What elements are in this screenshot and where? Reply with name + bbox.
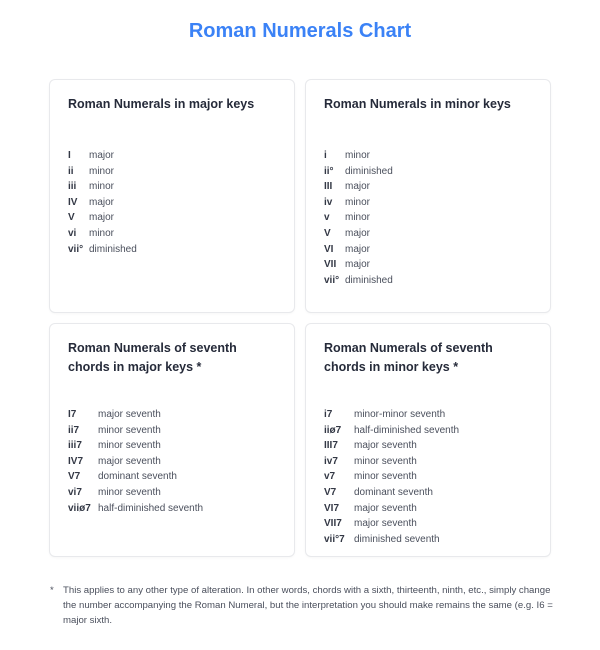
- chord-quality: major: [345, 259, 371, 271]
- card-heading: Roman Numerals in minor keys: [324, 97, 511, 111]
- chord-quality: major seventh: [98, 455, 161, 467]
- list-item: [68, 485, 276, 501]
- roman-numeral: V7: [324, 486, 337, 498]
- footnote-bullet: *: [50, 585, 54, 596]
- list-item: [324, 407, 532, 423]
- chord-quality: minor-minor seventh: [354, 409, 446, 420]
- roman-numeral: VI7: [324, 502, 340, 514]
- chord-quality: minor seventh: [98, 440, 161, 452]
- roman-numeral: viiø7: [68, 502, 91, 514]
- chord-quality: half-diminished seventh: [98, 502, 204, 514]
- roman-numeral: vii°: [324, 274, 340, 286]
- list-item: [324, 148, 532, 164]
- list-item: [68, 469, 276, 485]
- roman-numeral: vi7: [68, 486, 82, 498]
- list-item: [324, 210, 532, 226]
- list-item: [68, 148, 276, 164]
- chord-quality: diminished: [345, 274, 393, 286]
- chord-quality: major: [89, 196, 115, 208]
- list-item: [68, 210, 276, 226]
- list-item: [324, 257, 532, 273]
- minor-keys-card: [305, 79, 551, 313]
- list-item: [324, 516, 532, 532]
- roman-numeral: iv7: [324, 455, 338, 467]
- roman-numeral: III7: [324, 440, 338, 452]
- roman-numeral: ii: [68, 165, 74, 177]
- roman-numeral: i: [324, 150, 327, 161]
- chord-quality: diminished seventh: [354, 533, 440, 545]
- list-item: [68, 423, 276, 439]
- card-heading: Roman Numerals of seventh chords in minor keys *: [324, 341, 493, 374]
- roman-numeral: V: [68, 212, 75, 224]
- list-item: [68, 164, 276, 180]
- roman-numeral: IV: [68, 196, 78, 208]
- chord-quality: minor: [345, 212, 371, 224]
- roman-numeral: v: [324, 212, 330, 224]
- list-item: [324, 273, 532, 289]
- chord-quality: minor: [89, 181, 115, 193]
- chord-quality: minor: [345, 150, 371, 161]
- seventh-minor-keys-card: [305, 323, 551, 557]
- roman-numeral: iiø7: [324, 424, 342, 436]
- numeral-list: [324, 148, 532, 288]
- roman-numeral: V7: [68, 471, 81, 483]
- chord-quality: diminished: [89, 243, 137, 255]
- chord-quality: major seventh: [354, 518, 417, 530]
- list-item: [324, 242, 532, 258]
- chord-quality: major: [345, 243, 371, 255]
- chord-quality: major: [89, 150, 115, 161]
- list-item: [324, 423, 532, 439]
- roman-numeral: v7: [324, 471, 336, 483]
- list-item: [324, 226, 532, 242]
- chord-quality: minor: [89, 165, 115, 177]
- roman-numeral: vii°7: [324, 533, 345, 545]
- roman-numeral: iv: [324, 196, 333, 208]
- list-item: [68, 407, 276, 423]
- list-item: [68, 195, 276, 211]
- chord-quality: minor seventh: [354, 455, 417, 467]
- roman-numeral: VII7: [324, 518, 342, 530]
- list-item: [324, 164, 532, 180]
- list-item: [324, 179, 532, 195]
- roman-numeral: vi: [68, 227, 77, 239]
- numeral-list: [68, 407, 276, 516]
- footnote-text: This applies to any other type of alteration. In other words, chords with a sixth, thirteenth, ninth, etc., simply change the number accompanying the Roman Numeral, but the interpretation you should make remains the same (e.g. I6 = major sixth.: [63, 585, 553, 626]
- major-keys-card: [49, 79, 295, 313]
- list-item: [324, 501, 532, 517]
- list-item: [324, 532, 532, 548]
- chord-quality: major: [345, 227, 371, 239]
- list-item: [68, 438, 276, 454]
- roman-numeral: i7: [324, 409, 333, 420]
- chord-quality: major seventh: [354, 440, 417, 452]
- chord-quality: major seventh: [98, 409, 161, 420]
- numeral-list: [68, 148, 276, 257]
- roman-numeral: VII: [324, 259, 337, 271]
- list-item: [324, 454, 532, 470]
- chord-quality: minor seventh: [354, 471, 417, 483]
- list-item: [68, 179, 276, 195]
- chord-quality: major seventh: [354, 502, 417, 514]
- card-heading: Roman Numerals of seventh chords in major keys *: [68, 341, 237, 374]
- list-item: [68, 226, 276, 242]
- roman-numeral: I7: [68, 409, 77, 420]
- list-item: [324, 485, 532, 501]
- list-item: [324, 469, 532, 485]
- chord-quality: minor seventh: [98, 424, 161, 436]
- chord-quality: major: [345, 181, 371, 193]
- roman-numeral: V: [324, 227, 331, 239]
- roman-numeral: IV7: [68, 455, 84, 467]
- chord-quality: diminished: [345, 165, 393, 177]
- seventh-major-keys-card: [49, 323, 295, 557]
- roman-numeral: ii°: [324, 165, 334, 177]
- chord-quality: half-diminished seventh: [354, 424, 460, 436]
- roman-numeral: VI: [324, 243, 334, 255]
- chord-quality: minor: [89, 227, 115, 239]
- chord-quality: minor: [345, 196, 371, 208]
- roman-numeral: iii: [68, 181, 77, 193]
- list-item: [324, 438, 532, 454]
- list-item: [68, 454, 276, 470]
- card-heading: Roman Numerals in major keys: [68, 97, 255, 111]
- roman-numeral: ii7: [68, 424, 80, 436]
- page-title: Roman Numerals Chart: [188, 20, 412, 42]
- list-item: [68, 501, 276, 517]
- chord-quality: minor seventh: [98, 486, 161, 498]
- list-item: [324, 195, 532, 211]
- roman-numeral: iii7: [68, 440, 82, 452]
- list-item: [68, 242, 276, 258]
- numeral-list: [324, 407, 532, 547]
- roman-numeral: I: [68, 150, 71, 161]
- roman-numeral: III: [324, 181, 333, 193]
- roman-numeral: vii°: [68, 243, 84, 255]
- footnote: [50, 583, 555, 628]
- chord-quality: major: [89, 212, 115, 224]
- chord-quality: dominant seventh: [354, 486, 433, 498]
- chord-quality: dominant seventh: [98, 471, 177, 483]
